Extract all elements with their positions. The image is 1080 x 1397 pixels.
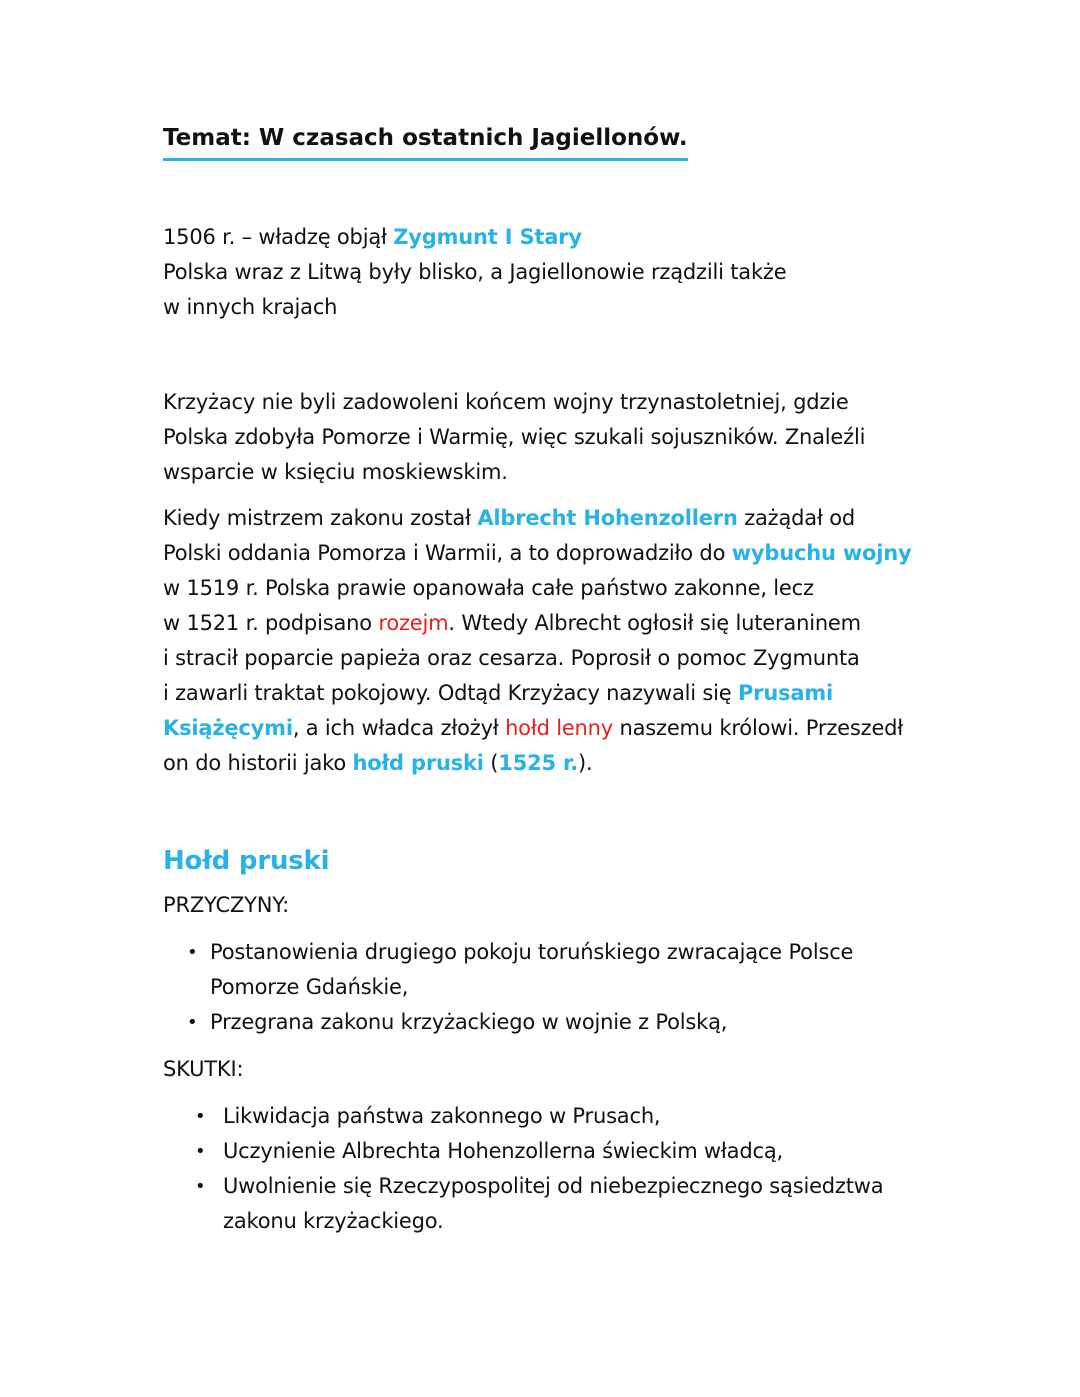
list-item	[163, 1005, 943, 1040]
page-title: Temat: W czasach ostatnich Jagiellonów.	[163, 118, 688, 161]
list-item	[163, 1134, 943, 1169]
intro-line-1	[163, 220, 943, 255]
text-span: w 1521 r. podpisano	[163, 611, 379, 635]
text-span: (	[483, 751, 499, 775]
causes-label: PRZYCZYNY:	[163, 893, 290, 917]
list-item-line: Uwolnienie się Rzeczypospolitej od niebezpiecznego sąsiedztwa	[223, 1174, 884, 1198]
bullet-icon: •	[195, 1176, 206, 1197]
intro-line-2: Polska wraz z Litwą były blisko, a Jagiellonowie rządzili także	[163, 260, 787, 284]
list-item-line: Pomorze Gdańskie,	[210, 975, 409, 999]
para2-line-6	[163, 676, 943, 711]
list-item-line: Przegrana zakonu krzyżackiego w wojnie z Polską,	[210, 1010, 728, 1034]
list-item	[163, 935, 943, 1005]
highlight-ksiazecymi: Książęcymi	[163, 716, 293, 740]
text-span: zażądał od	[737, 506, 855, 530]
text-span: naszemu królowi. Przeszedł	[613, 716, 904, 740]
list-item-line: zakonu krzyżackiego.	[223, 1209, 444, 1233]
list-item-line: Postanowienia drugiego pokoju toruńskiego zwracające Polsce	[210, 940, 854, 964]
para2-line-3: w 1519 r. Polska prawie opanowała całe państwo zakonne, lecz	[163, 576, 814, 600]
para1-line-3: wsparcie w księciu moskiewskim.	[163, 460, 508, 484]
effects-label: SKUTKI:	[163, 1057, 244, 1081]
highlight-year-1525: 1525 r.	[498, 751, 578, 775]
text-span: . Wtedy Albrecht ogłosił się luteraninem	[448, 611, 861, 635]
list-item-line: Likwidacja państwa zakonnego w Prusach,	[223, 1104, 661, 1128]
text-span: on do historii jako	[163, 751, 353, 775]
text-span: ).	[577, 751, 593, 775]
title-wrapper	[163, 118, 943, 160]
bullet-icon: •	[195, 1106, 206, 1127]
text-span: , a ich władca złożył	[292, 716, 506, 740]
highlight-hold-lenny: hołd lenny	[505, 716, 613, 740]
intro-line-3: w innych krajach	[163, 295, 338, 319]
section-heading: Hołd pruski	[163, 846, 330, 876]
bullet-icon: •	[187, 1012, 198, 1033]
para2-line-2	[163, 536, 943, 571]
highlight-zygmunt: Zygmunt I Stary	[393, 225, 582, 249]
para2-line-4	[163, 606, 943, 641]
bullet-icon: •	[187, 942, 198, 963]
intro-text: 1506 r. – władzę objął	[163, 225, 394, 249]
highlight-albrecht: Albrecht Hohenzollern	[477, 506, 738, 530]
highlight-wybuch-wojny: wybuchu wojny	[731, 541, 912, 565]
list-item	[163, 1099, 943, 1134]
document-content	[163, 118, 943, 1239]
highlight-hold-pruski: hołd pruski	[352, 751, 484, 775]
para2-line-7	[163, 711, 943, 746]
bullet-icon: •	[195, 1141, 206, 1162]
para1-line-1: Krzyżacy nie byli zadowoleni końcem wojny trzynastoletniej, gdzie	[163, 390, 849, 414]
para2-line-5: i stracił poparcie papieża oraz cesarza. Poprosił o pomoc Zygmunta	[163, 646, 860, 670]
causes-list	[163, 935, 943, 1040]
list-item-line: Uczynienie Albrechta Hohenzollerna świeckim władcą,	[223, 1139, 783, 1163]
text-span: Kiedy mistrzem zakonu został	[163, 506, 478, 530]
text-span: i zawarli traktat pokojowy. Odtąd Krzyżacy nazywali się	[163, 681, 738, 705]
para2-line-1	[163, 501, 943, 536]
para1-line-2: Polska zdobyła Pomorze i Warmię, więc szukali sojuszników. Znaleźli	[163, 425, 866, 449]
text-span: Polski oddania Pomorza i Warmii, a to doprowadziło do	[163, 541, 732, 565]
list-item	[163, 1169, 943, 1239]
para2-line-8	[163, 746, 943, 781]
highlight-rozejm: rozejm	[378, 611, 449, 635]
effects-list	[163, 1099, 943, 1239]
highlight-prusami: Prusami	[737, 681, 834, 705]
